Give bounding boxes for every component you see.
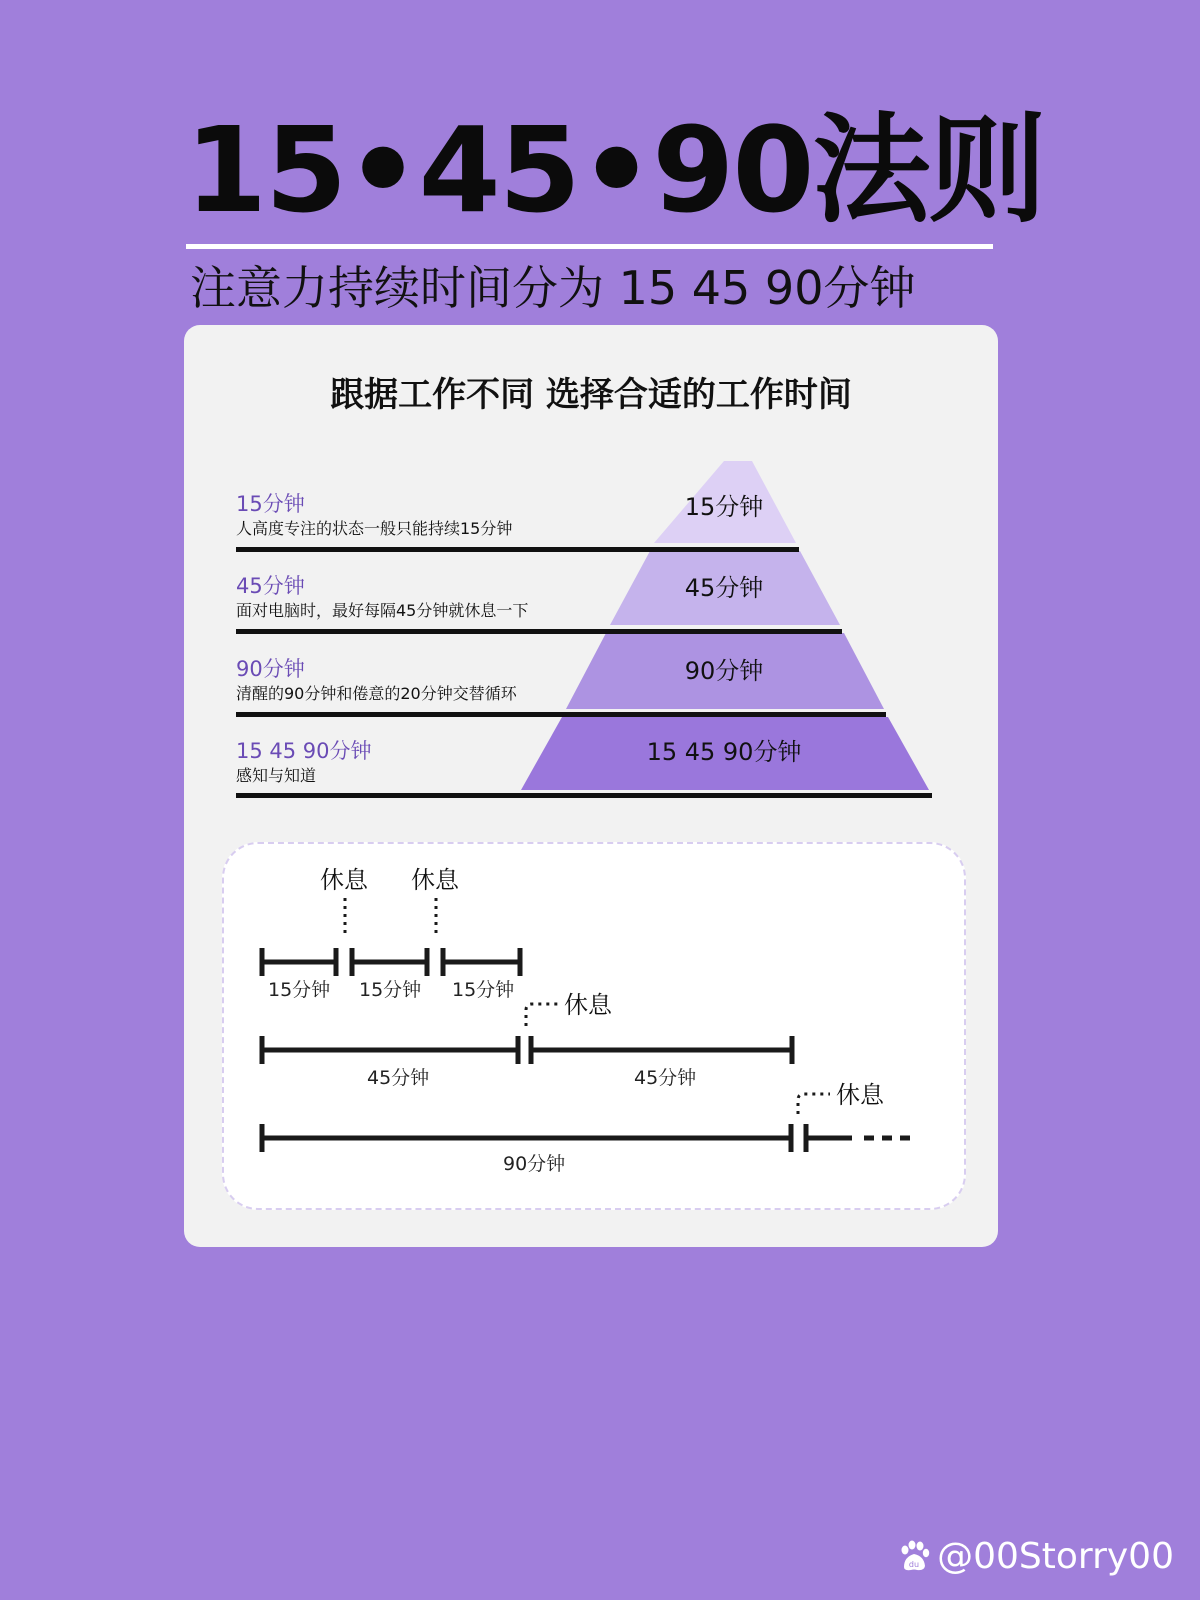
rest-marker-dots-3 — [798, 1094, 830, 1114]
title-divider — [186, 244, 993, 249]
rest-label-2: 休息 — [411, 866, 459, 894]
svg-text:du: du — [909, 1560, 920, 1569]
row-title-all: 15 45 90分钟 — [236, 739, 372, 763]
segment-label-15-1: 15分钟 — [268, 979, 331, 1001]
row-desc-90: 清醒的90分钟和倦意的20分钟交替循环 — [236, 684, 517, 703]
row-desc-15: 人高度专注的状态一般只能持续15分钟 — [236, 519, 513, 538]
rest-label-3: 休息 — [564, 991, 612, 1019]
row-desc-all: 感知与知道 — [236, 766, 317, 785]
row-divider-2 — [236, 629, 842, 634]
row-title-45: 45分钟 — [236, 574, 305, 598]
tier-label-15: 15分钟 — [684, 493, 764, 521]
page-title: 15•45•90法则 — [185, 101, 1045, 239]
timeline-diagram — [224, 844, 964, 1208]
info-card — [184, 325, 998, 1247]
timeline-row-45 — [262, 1036, 792, 1064]
paw-icon — [897, 1539, 931, 1573]
timeline-row-90 — [262, 1124, 916, 1152]
card-heading: 跟据工作不同 选择合适的工作时间 — [330, 375, 852, 415]
row-divider-4 — [236, 793, 932, 798]
rest-label-1: 休息 — [320, 866, 368, 894]
segment-label-15-2: 15分钟 — [359, 979, 422, 1001]
page-subtitle: 注意力持续时间分为 15 45 90分钟 — [190, 261, 916, 315]
rest-label-4: 休息 — [836, 1081, 884, 1109]
timeline-row-15 — [262, 948, 520, 976]
watermark-text: @00Storry00 — [937, 1535, 1174, 1577]
row-divider-1 — [236, 547, 799, 552]
row-title-90: 90分钟 — [236, 657, 305, 681]
tier-label-all: 15 45 90分钟 — [646, 738, 802, 766]
segment-label-45-1: 45分钟 — [367, 1067, 430, 1089]
row-desc-45: 面对电脑时，最好每隔45分钟就休息一下 — [236, 601, 529, 620]
pyramid-diagram — [184, 325, 998, 805]
timeline-panel — [222, 842, 966, 1210]
tier-label-90: 90分钟 — [684, 657, 764, 685]
rest-marker-dots-1 — [345, 898, 436, 934]
segment-label-90: 90分钟 — [503, 1153, 566, 1175]
rest-marker-dots-2 — [526, 1004, 558, 1026]
segment-label-15-3: 15分钟 — [452, 979, 515, 1001]
row-title-15: 15分钟 — [236, 492, 305, 516]
tier-label-45: 45分钟 — [684, 574, 764, 602]
watermark — [897, 1532, 1174, 1580]
row-divider-3 — [236, 712, 886, 717]
segment-label-45-2: 45分钟 — [634, 1067, 697, 1089]
